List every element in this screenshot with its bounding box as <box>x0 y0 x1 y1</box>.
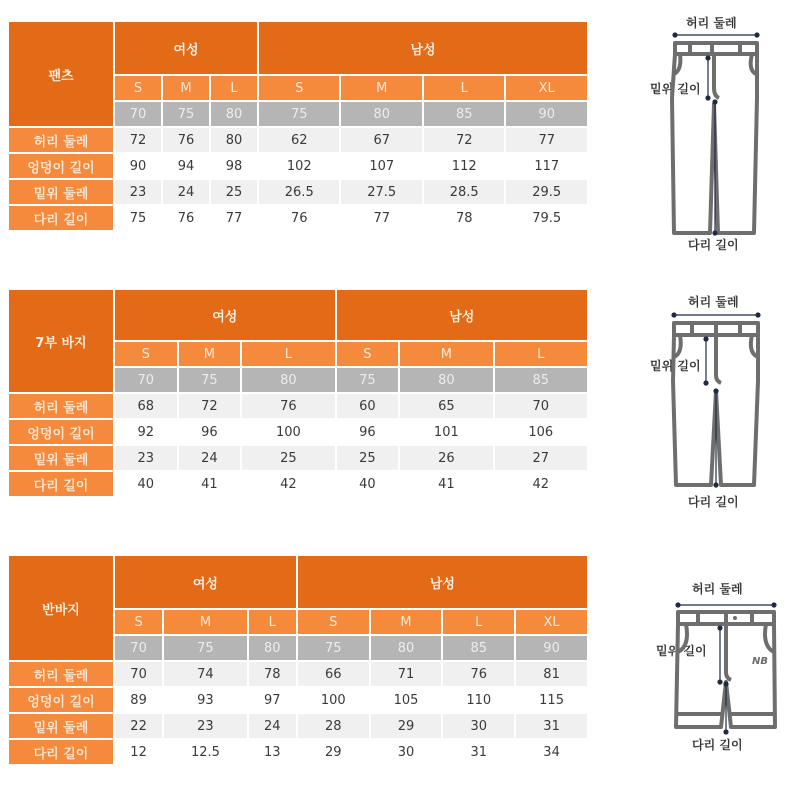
cell: 66 <box>298 662 369 686</box>
cell: 26.5 <box>259 180 339 204</box>
cell: 79.5 <box>506 206 587 230</box>
cell: 27 <box>495 446 587 470</box>
cell: 25 <box>211 180 257 204</box>
cell: 77 <box>506 128 587 152</box>
cell: 30 <box>371 740 442 764</box>
waist-size: 75 <box>163 102 209 126</box>
size-label: L <box>242 342 334 366</box>
cell: 24 <box>163 180 209 204</box>
row-label: 다리 길이 <box>9 206 113 230</box>
waist-size: 80 <box>211 102 257 126</box>
cell: 102 <box>259 154 339 178</box>
cell: 70 <box>115 662 162 686</box>
cell: 31 <box>443 740 514 764</box>
pants-diagram <box>640 8 790 258</box>
cell: 81 <box>516 662 587 686</box>
size-label: L <box>424 76 504 100</box>
waist-label: 허리 둘레 <box>688 295 739 309</box>
cell: 76 <box>242 394 334 418</box>
waist-size: 80 <box>242 368 334 392</box>
cell: 76 <box>163 206 209 230</box>
table-row <box>9 394 587 418</box>
cell: 105 <box>371 688 442 712</box>
table-row <box>9 446 587 470</box>
cell: 23 <box>115 446 177 470</box>
group-men: 남성 <box>298 556 587 608</box>
cell: 23 <box>115 180 161 204</box>
cell: 110 <box>443 688 514 712</box>
row-label: 허리 둘레 <box>9 394 113 418</box>
cell: 12 <box>115 740 162 764</box>
table-row <box>9 154 587 178</box>
cell: 70 <box>495 394 587 418</box>
cell: 80 <box>211 128 257 152</box>
cell: 42 <box>242 472 334 496</box>
leg-label: 다리 길이 <box>688 495 739 509</box>
shorts-icon <box>640 572 790 762</box>
row-label: 엉덩이 길이 <box>9 688 113 712</box>
cell: 77 <box>341 206 421 230</box>
cell: 68 <box>115 394 177 418</box>
size-label: M <box>164 610 247 634</box>
cell: 78 <box>424 206 504 230</box>
size-label: S <box>259 76 339 100</box>
waist-size: 75 <box>337 368 399 392</box>
cell: 117 <box>506 154 587 178</box>
size-label: XL <box>516 610 587 634</box>
cell: 115 <box>516 688 587 712</box>
cell: 90 <box>115 154 161 178</box>
group-women: 여성 <box>115 556 296 608</box>
size-label: M <box>371 610 442 634</box>
cell: 76 <box>443 662 514 686</box>
size-label: XL <box>506 76 587 100</box>
waist-size: 75 <box>298 636 369 660</box>
cell: 72 <box>424 128 504 152</box>
table-row <box>9 740 587 764</box>
waist-size: 70 <box>115 368 177 392</box>
leg-label: 다리 길이 <box>688 238 739 252</box>
cell: 60 <box>337 394 399 418</box>
waist-size: 80 <box>249 636 296 660</box>
waist-size: 75 <box>179 368 241 392</box>
cell: 23 <box>164 714 247 738</box>
cell: 96 <box>337 420 399 444</box>
cell: 28.5 <box>424 180 504 204</box>
cell: 71 <box>371 662 442 686</box>
cell: 30 <box>443 714 514 738</box>
size-table-cropped-pants <box>7 288 589 498</box>
group-men: 남성 <box>259 22 587 74</box>
table-title: 팬츠 <box>9 22 113 126</box>
cell: 76 <box>163 128 209 152</box>
brand-logo: NB <box>752 656 768 667</box>
table-row <box>9 206 587 230</box>
cell: 25 <box>242 446 334 470</box>
rise-label: 밑위 길이 <box>650 359 701 373</box>
size-label: M <box>163 76 209 100</box>
cell: 31 <box>516 714 587 738</box>
cell: 89 <box>115 688 162 712</box>
row-label: 허리 둘레 <box>9 128 113 152</box>
cell: 62 <box>259 128 339 152</box>
cell: 40 <box>115 472 177 496</box>
waist-size: 85 <box>495 368 587 392</box>
cell: 12.5 <box>164 740 247 764</box>
rise-label: 밑위 길이 <box>650 82 701 96</box>
cell: 26 <box>400 446 492 470</box>
size-label: L <box>443 610 514 634</box>
cell: 34 <box>516 740 587 764</box>
size-label: L <box>211 76 257 100</box>
cell: 92 <box>115 420 177 444</box>
cell: 13 <box>249 740 296 764</box>
table-row <box>9 420 587 444</box>
waist-label: 허리 둘레 <box>686 16 737 30</box>
waist-size: 90 <box>506 102 587 126</box>
size-table-shorts <box>7 554 589 766</box>
row-label: 다리 길이 <box>9 740 113 764</box>
waist-size: 70 <box>115 102 161 126</box>
table-row <box>9 662 587 686</box>
cell: 72 <box>179 394 241 418</box>
waist-size: 70 <box>115 636 162 660</box>
table-title: 7부 바지 <box>9 290 113 392</box>
shorts-diagram <box>640 572 790 762</box>
cropped-pants-diagram <box>640 285 790 515</box>
table-row <box>9 472 587 496</box>
size-label: S <box>298 610 369 634</box>
cell: 24 <box>179 446 241 470</box>
row-label: 밑위 둘레 <box>9 714 113 738</box>
cell: 100 <box>242 420 334 444</box>
cell: 112 <box>424 154 504 178</box>
waist-size: 85 <box>443 636 514 660</box>
cell: 41 <box>400 472 492 496</box>
waist-size: 90 <box>516 636 587 660</box>
cell: 93 <box>164 688 247 712</box>
waist-size: 75 <box>259 102 339 126</box>
table-row <box>9 714 587 738</box>
cell: 29 <box>371 714 442 738</box>
table-row <box>9 128 587 152</box>
row-label: 밑위 둘레 <box>9 180 113 204</box>
cell: 74 <box>164 662 247 686</box>
cell: 29.5 <box>506 180 587 204</box>
cell: 22 <box>115 714 162 738</box>
size-label: S <box>115 76 161 100</box>
cell: 107 <box>341 154 421 178</box>
size-label: S <box>115 342 177 366</box>
table-row <box>9 180 587 204</box>
waist-size: 80 <box>371 636 442 660</box>
cell: 100 <box>298 688 369 712</box>
pants-icon <box>640 8 790 258</box>
group-women: 여성 <box>115 290 335 340</box>
cell: 24 <box>249 714 296 738</box>
cell: 72 <box>115 128 161 152</box>
size-label: S <box>337 342 399 366</box>
cell: 40 <box>337 472 399 496</box>
table-row <box>9 688 587 712</box>
cell: 78 <box>249 662 296 686</box>
cell: 75 <box>115 206 161 230</box>
size-label: M <box>341 76 421 100</box>
size-label: S <box>115 610 162 634</box>
row-label: 엉덩이 길이 <box>9 420 113 444</box>
waist-size: 80 <box>341 102 421 126</box>
cell: 65 <box>400 394 492 418</box>
row-label: 다리 길이 <box>9 472 113 496</box>
size-label: M <box>179 342 241 366</box>
cell: 29 <box>298 740 369 764</box>
cell: 96 <box>179 420 241 444</box>
cell: 76 <box>259 206 339 230</box>
row-label: 엉덩이 길이 <box>9 154 113 178</box>
table-title: 반바지 <box>9 556 113 660</box>
cell: 94 <box>163 154 209 178</box>
group-men: 남성 <box>337 290 587 340</box>
cell: 28 <box>298 714 369 738</box>
waist-size: 85 <box>424 102 504 126</box>
cell: 27.5 <box>341 180 421 204</box>
cropped-pants-icon <box>640 285 790 515</box>
cell: 25 <box>337 446 399 470</box>
rise-label: 밑위 길이 <box>656 644 707 658</box>
waist-label: 허리 둘레 <box>692 582 743 596</box>
cell: 101 <box>400 420 492 444</box>
row-label: 밑위 둘레 <box>9 446 113 470</box>
size-label: L <box>495 342 587 366</box>
size-table-pants <box>7 20 589 232</box>
cell: 77 <box>211 206 257 230</box>
cell: 106 <box>495 420 587 444</box>
cell: 97 <box>249 688 296 712</box>
cell: 41 <box>179 472 241 496</box>
waist-size: 75 <box>164 636 247 660</box>
cell: 98 <box>211 154 257 178</box>
cell: 67 <box>341 128 421 152</box>
row-label: 허리 둘레 <box>9 662 113 686</box>
cell: 42 <box>495 472 587 496</box>
size-label: L <box>249 610 296 634</box>
leg-label: 다리 길이 <box>692 738 743 752</box>
size-label: M <box>400 342 492 366</box>
group-women: 여성 <box>115 22 257 74</box>
waist-size: 80 <box>400 368 492 392</box>
